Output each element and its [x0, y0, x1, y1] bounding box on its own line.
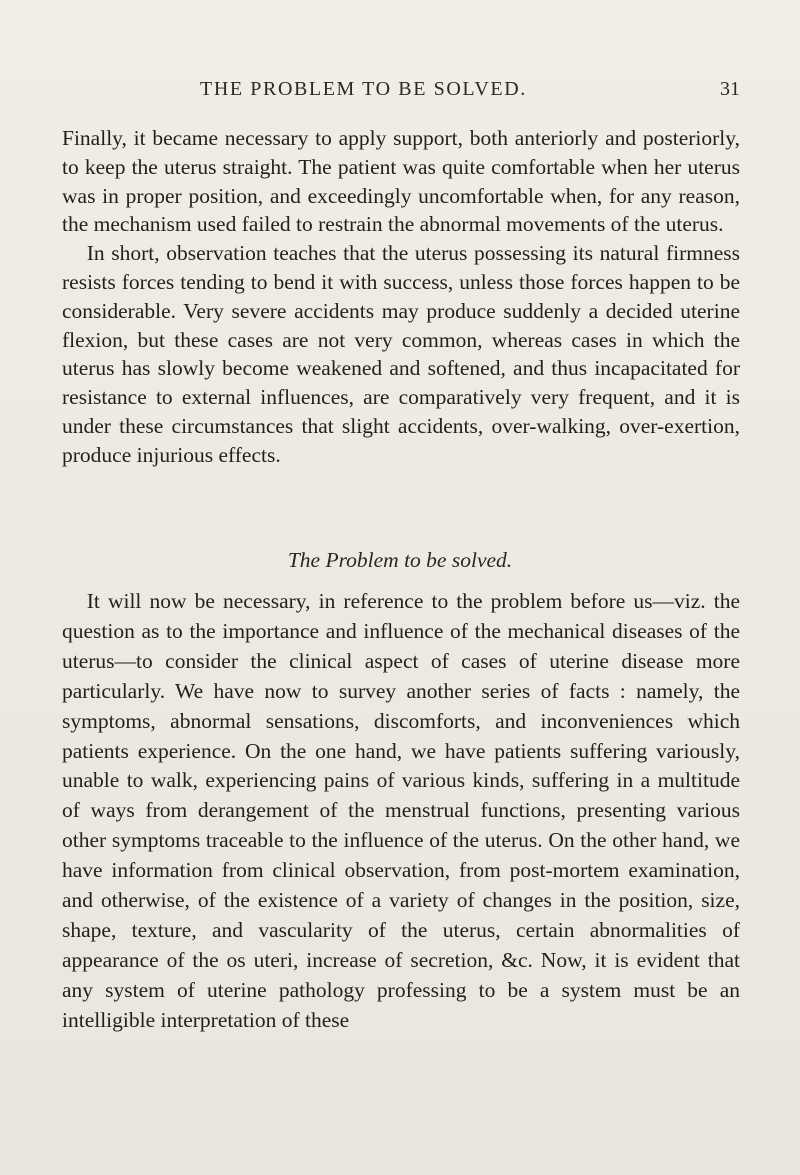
section-body-text [62, 587, 740, 1036]
running-head [60, 78, 740, 112]
running-title: THE PROBLEM TO BE SOLVED. [200, 78, 527, 100]
section-heading: The Problem to be solved. [287, 548, 513, 572]
section-paragraph-1: It will now be necessary, in reference to the problem before us—viz. the question as to the importance and influence of the mechanical diseases of the uterus—to consider the clinical aspect of cases of uterine disease more particularly. We have now to survey another series of facts : namely, the symptoms, abnormal sensations, discomforts, and inconveniences which patients experience. On the one hand, we have patients suffering variously, unable to walk, experiencing pains of various kinds, suffering in a multitude of ways from derangement of the menstrual functions, presenting various other symptoms traceable to the influence of the uterus. On the other hand, we have information from clinical observation, from post-mortem examination, and otherwise, of the existence of a variety of changes in the position, size, shape, texture, and vascularity of the uterus, certain abnormalities of appearance of the os uteri, increase of secretion, &c. Now, it is evident that any system of uterine pathology professing to be a system must be an intelligible interpretation of these [62, 589, 740, 1032]
body-text [62, 124, 740, 470]
paragraph-2: In short, observation teaches that the uterus possessing its natural firmness resists forces tending to bend it with success, unless those forces happen to be considerable. Very severe accidents may produce suddenly a decided uterine flexion, but these cases are not very common, whereas cases in which the uterus has slowly become weakened and softened, and thus incapacitated for resistance to external influences, are comparatively very frequent, and it is under these circumstances that slight accidents, over-walking, over-exertion, produce injurious effects. [62, 241, 740, 467]
page-number: 31 [720, 78, 740, 100]
paragraph-1: Finally, it became necessary to apply support, both anteriorly and posteriorly, to keep the uterus straight. The patient was quite comfortable when her uterus was in proper position, and exceedingly uncomfortable when, for any reason, the mechanism used failed to restrain the abnormal movements of the uterus. [62, 126, 740, 237]
